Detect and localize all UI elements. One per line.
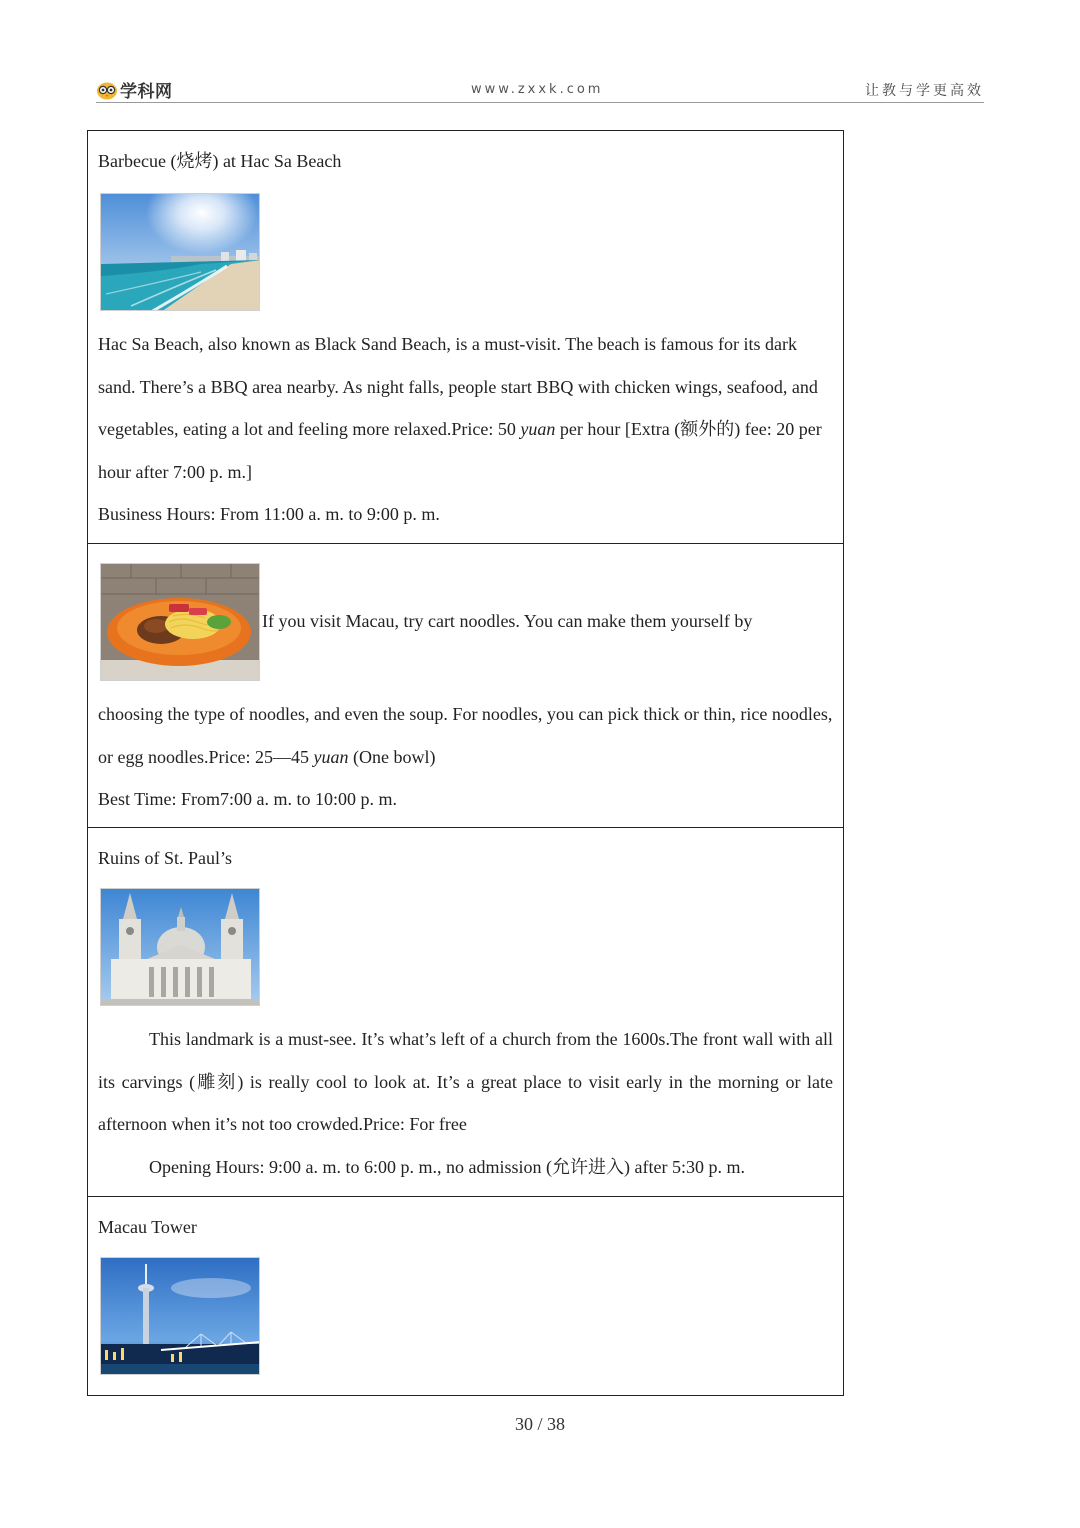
section-description: This landmark is a must-see. It’s what’s left of a church from the 1600s.The front wall with all its carvings (雕刻) is really cool to look at. It’s a great place to visit early in the morning or late afternoon when it’s not too crowded.Price: For free xyxy=(98,1029,833,1134)
section-intro: If you visit Macau, try cart noodles. You can make them yourself by xyxy=(262,611,753,631)
site-logo[interactable] xyxy=(96,77,173,102)
noodles-photo xyxy=(100,563,260,681)
business-hours: Business Hours: From 11:00 a. m. to 9:00 p. m. xyxy=(98,504,440,524)
opening-hours: Opening Hours: 9:00 a. m. to 6:00 p. m., no admission (允许进入) after 5:30 p. m. xyxy=(149,1156,745,1177)
section-cart-noodles xyxy=(88,543,843,827)
section-title: Macau Tower xyxy=(98,1217,197,1237)
section-description: choosing the type of noodles, and even the soup. For noodles, you can pick thick or thin, rice noodles, or egg noodles.Price: 25—45 yuan (One bowl) xyxy=(98,704,833,767)
best-time: Best Time: From7:00 a. m. to 10:00 p. m. xyxy=(98,789,398,809)
section-macau-tower xyxy=(88,1196,843,1395)
currency-word: yuan xyxy=(520,419,556,439)
logo-text: 学科网 xyxy=(120,82,173,102)
header-divider xyxy=(96,102,984,103)
section-title: Ruins of St. Paul’s xyxy=(98,848,233,868)
site-url[interactable]: www.zxxk.com xyxy=(471,82,604,97)
section-description: Hac Sa Beach, also known as Black Sand Beach, is a must-visit. The beach is famous for its dark sand. There’s a BBQ area nearby. As night falls, people start BBQ with chicken wings, seafood, and vegetables, eating a lot and feeling more relaxed.Price: 50 yuan per hour [Extra (额外的) fee: 20 per hour after 7:00 p. m.] xyxy=(98,334,822,482)
currency-word: yuan xyxy=(313,746,349,767)
beach-photo xyxy=(100,193,260,311)
site-slogan: 让教与学更高效 xyxy=(865,83,984,99)
content-table xyxy=(87,130,844,1396)
section-ruins-st-pauls xyxy=(88,827,843,1196)
tower-photo xyxy=(100,1257,260,1375)
section-barbecue xyxy=(88,131,843,543)
page-number: 30 / 38 xyxy=(514,1414,565,1434)
page-header xyxy=(96,74,984,104)
church-photo xyxy=(100,888,260,1006)
section-title: Barbecue (烧烤) at Hac Sa Beach xyxy=(98,151,342,171)
owl-logo-icon xyxy=(96,80,118,100)
